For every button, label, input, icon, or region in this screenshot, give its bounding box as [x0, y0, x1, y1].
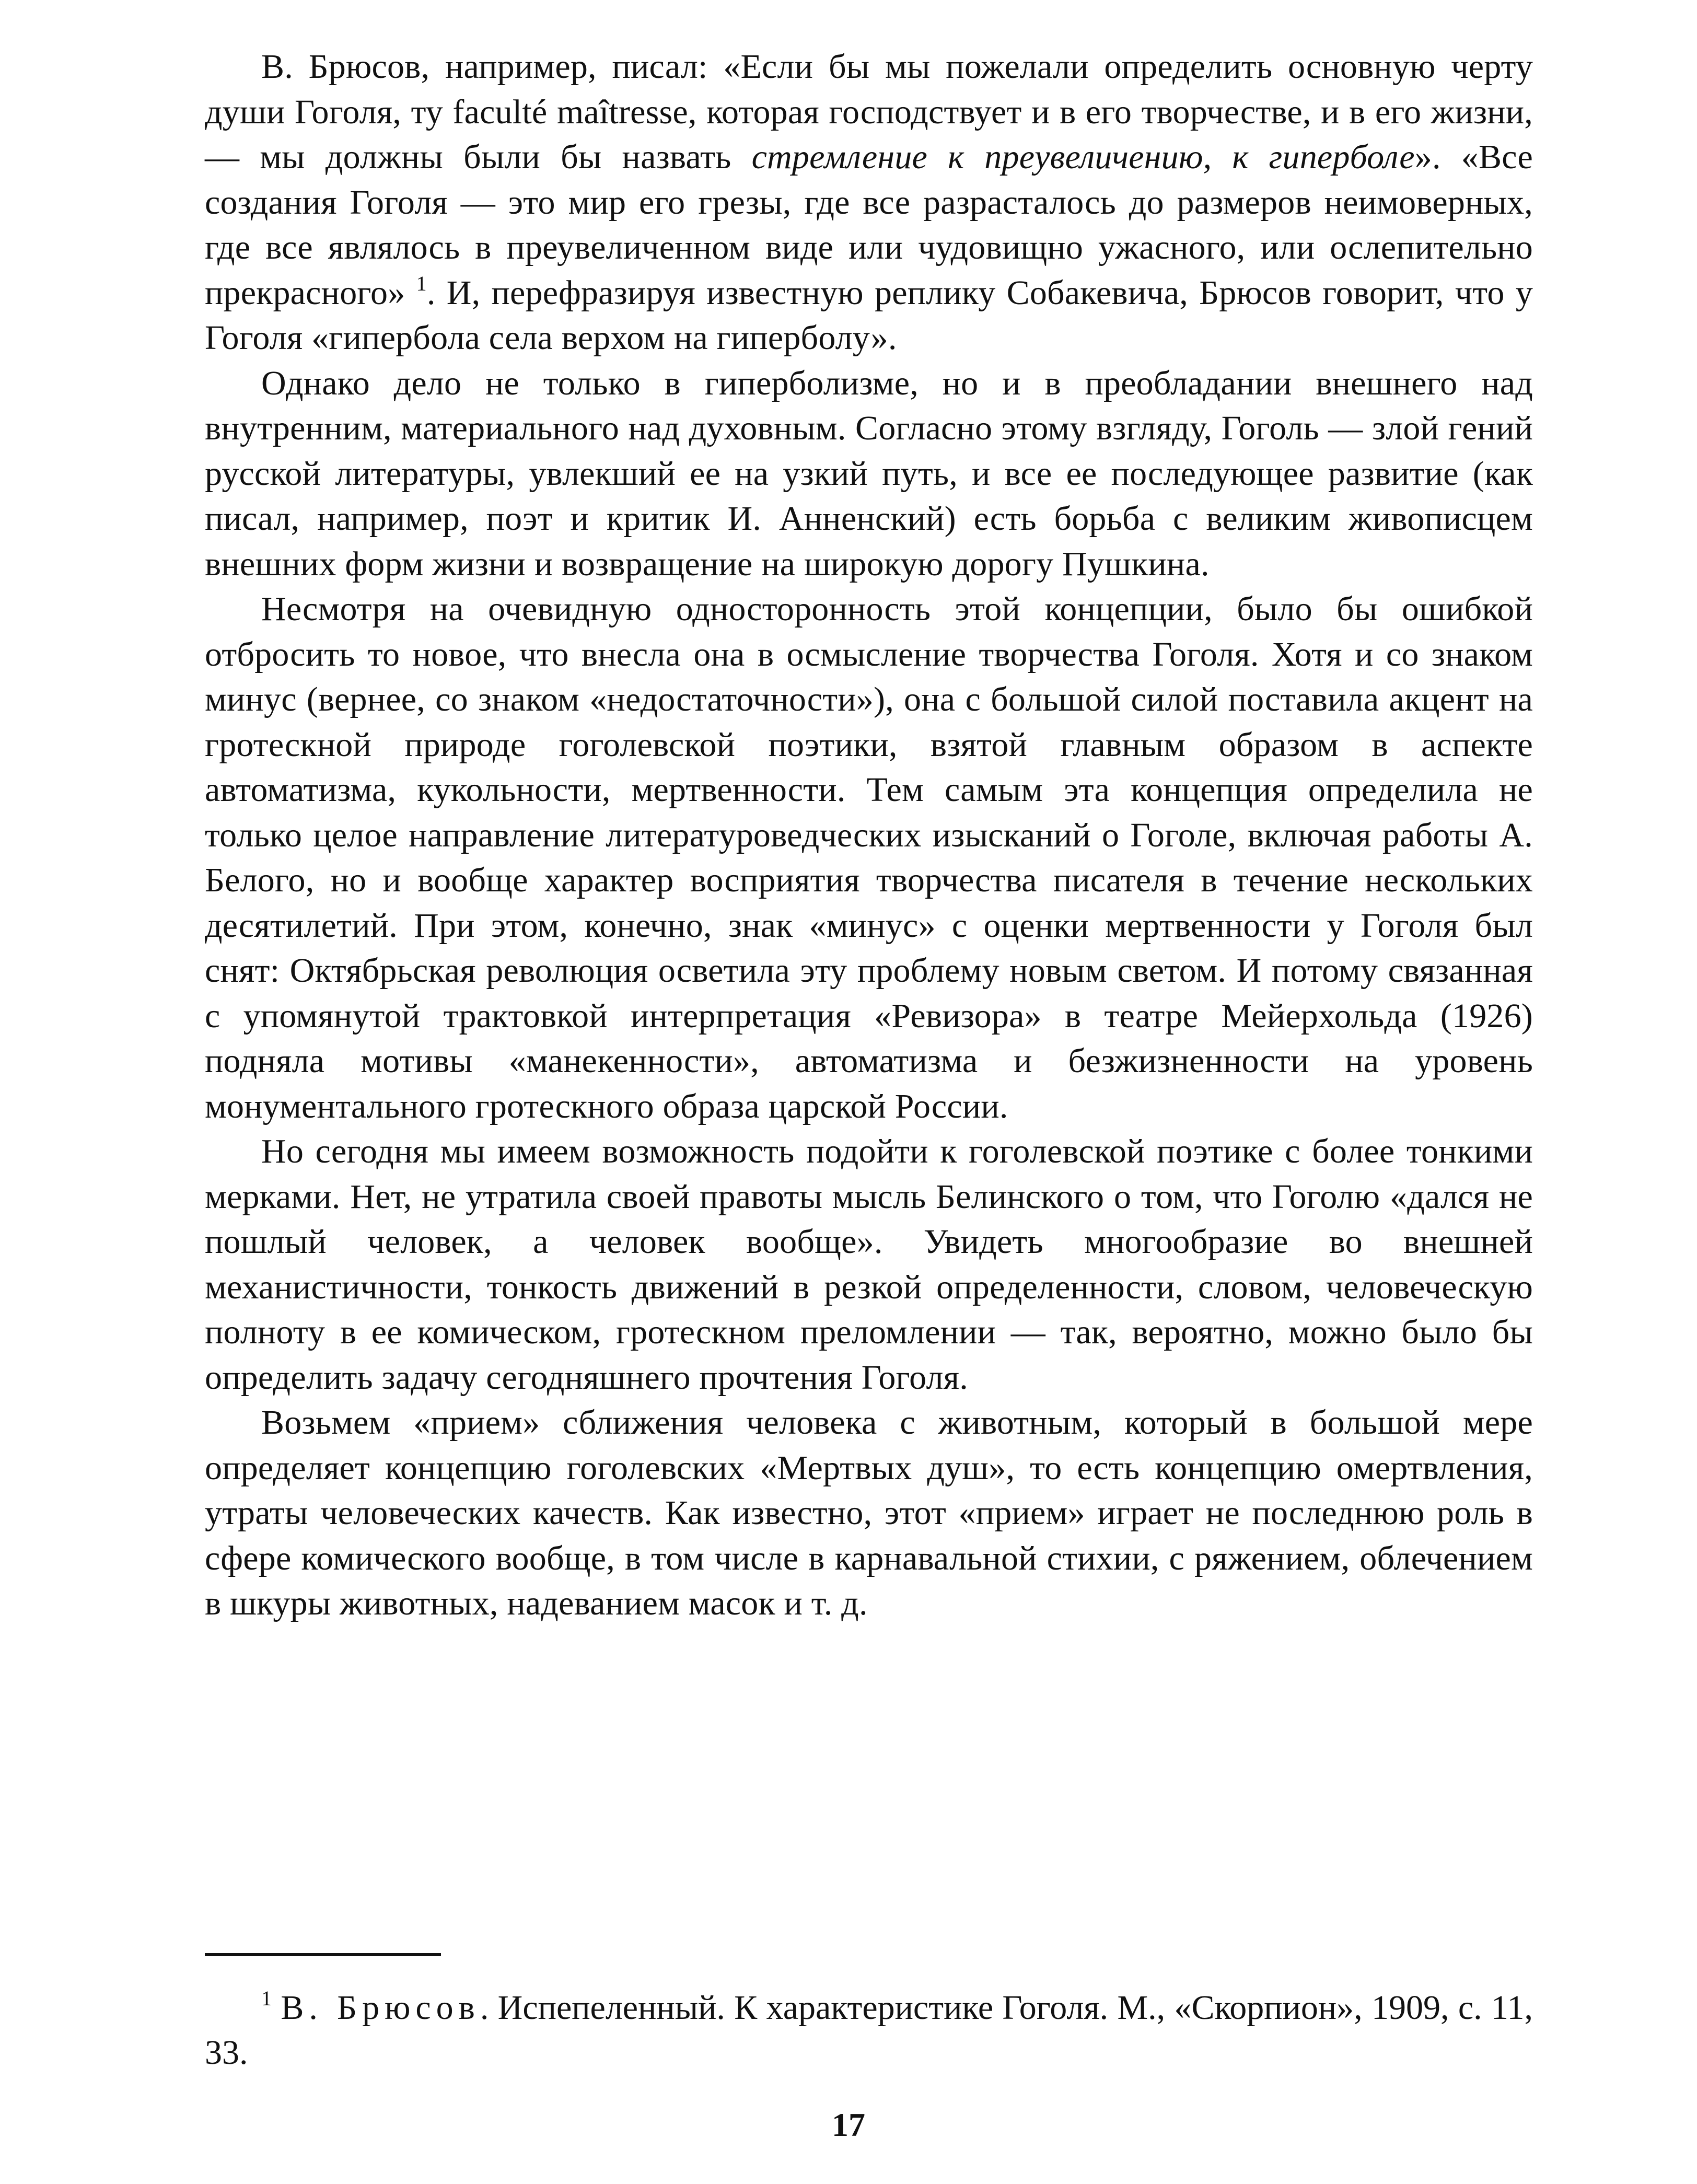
footnote-reference[interactable]: 1: [416, 271, 427, 295]
paragraph-4: Но сегодня мы имеем возможность подойти к гоголевской поэтике с более тонкими мерками. Нет, не утратила своей правоты мысль Белинского о том, что Гоголю «дался не пошлый человек, а человек вообще». Увидеть многообразие во внешней механистичности, тонкость движений в резкой определенности, словом, человеческую полноту в ее комическом, гротескном преломлении — так, вероятно, можно было бы определить задачу сегодняшнего прочтения Гоголя.: [205, 1132, 1533, 1397]
paragraph-1-text-c: . И, перефразируя известную реплику Собакевича, Брюсов говорит, что у Гоголя «гипербола села верхом на гиперболу».: [205, 273, 1533, 357]
paragraph-1-text-b: ». «Все создания Гоголя — это мир его грезы, где все разрасталось до размеров неимоверных, где все являлось в преувеличенном виде или чудовищно ужасного, или ослепительно прекрасного»: [205, 138, 1533, 312]
paragraph-2: Однако дело не только в гиперболизме, но и в преобладании внешнего над внутренним, материального над духовным. Согласно этому взгляду, Гоголь — злой гений русской литературы, увлекший ее на узкий путь, и все ее последующее развитие (как писал, например, поэт и критик И. Анненский) есть борьба с великим живописцем внешних форм жизни и возвращение на широкую дорогу Пушкина.: [205, 364, 1533, 583]
paragraph-1: [205, 44, 1533, 361]
footnote-text: . Испепеленный. К характеристике Гоголя. М., «Скорпион», 1909, с. 11, 33.: [205, 1989, 1533, 2072]
page-number: 17: [832, 2106, 865, 2143]
paragraph-3: Несмотря на очевидную односторонность этой концепции, было бы ошибкой отбросить то новое, что внесла она в осмысление творчества Гоголя. Хотя и со знаком минус (вернее, со знаком «недостаточности»), она с большой силой поставила акцент на гротескной природе гоголевской поэтики, взятой главным образом в аспекте автоматизма, кукольности, мертвенности. Тем самым эта концепция определила не только целое направление литературоведческих изысканий о Гоголе, включая работы А. Белого, но и вообще характер восприятия творчества писателя в течение нескольких десятилетий. При этом, конечно, знак «минус» с оценки мертвенности у Гоголя был снят: Октябрьская революция осветила эту проблему новым светом. И потому связанная с упомянутой трактовкой интерпретация «Ревизора» в театре Мейерхольда (1926) подняла мотивы «манекенности», автоматизма и безжизненности на уровень монументального гротескного образа царской России.: [205, 590, 1533, 1125]
footnote: [205, 1985, 1533, 2075]
page-body: [205, 44, 1533, 1627]
paragraph-1-text-a: В. Брюсов, например, писал: «Если бы мы пожелали определить основную черту души Гоголя, ту faculté maîtresse, которая господствует и в его творчестве, и в его жизни,— мы должны были бы назвать: [205, 48, 1533, 176]
paragraph-5: Возьмем «прием» сближения человека с животным, который в большой мере определяет концепцию гоголевских «Мертвых душ», то есть концепцию омертвления, утраты человеческих качеств. Как известно, этот «прием» играет не последнюю роль в сфере комического вообще, в том числе в карнавальной стихии, с ряжением, облечением в шкуры животных, надеванием масок и т. д.: [205, 1403, 1533, 1622]
footnote-divider: [205, 1953, 441, 1956]
footnote-author: В. Брюсов: [281, 1989, 480, 2027]
paragraph-1-emphasis: стремление к преувеличению, к гиперболе: [751, 138, 1415, 176]
footnote-marker: 1: [261, 1986, 272, 2010]
